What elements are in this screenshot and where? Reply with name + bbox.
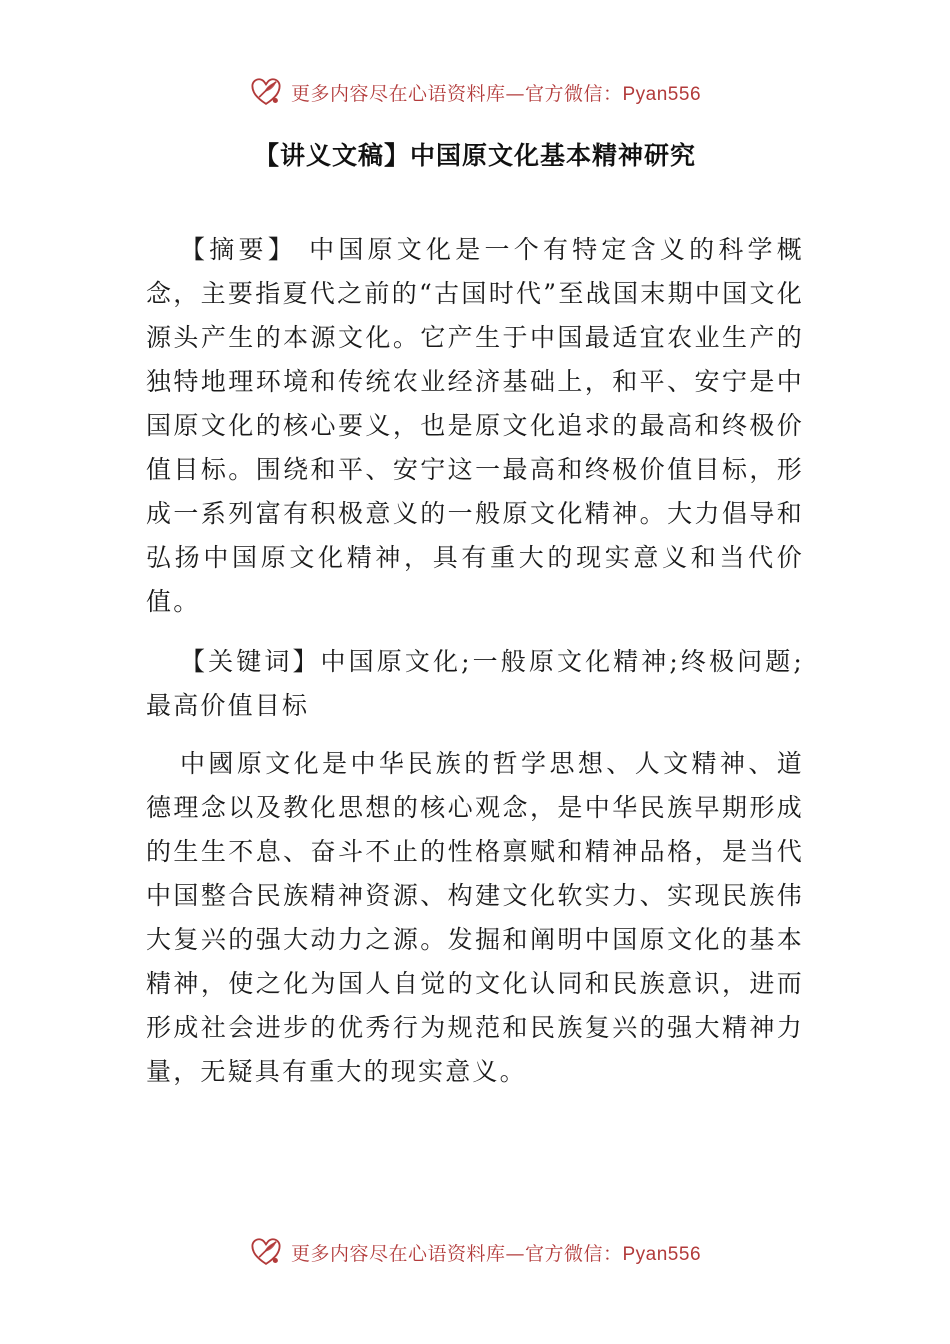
- header-banner: [0, 72, 950, 112]
- banner-wechat-label: 官方微信：: [524, 82, 623, 105]
- heart-feather-icon: [249, 1235, 283, 1269]
- banner-main-text: 更多内容尽在心语资料库—: [290, 1242, 525, 1265]
- heart-feather-icon: [249, 75, 283, 109]
- header-banner-text: [291, 79, 701, 106]
- footer-banner-content: [249, 1235, 701, 1269]
- keywords-paragraph: 【关键词】中国原文化;一般原文化精神;终极问题;最高价值目标: [146, 647, 804, 720]
- footer-banner-text: [291, 1239, 701, 1266]
- document-title: 【讲义文稿】中国原文化基本精神研究: [253, 141, 696, 170]
- header-banner-content: [249, 75, 701, 109]
- banner-wechat-label: 官方微信：: [524, 1242, 623, 1265]
- footer-banner: [0, 1232, 950, 1272]
- banner-main-text: 更多内容尽在心语资料库—: [290, 82, 525, 105]
- document-content: [146, 228, 804, 1094]
- banner-wechat-id: Pyan556: [622, 1243, 702, 1265]
- abstract-paragraph: 【摘要】 中国原文化是一个有特定含义的科学概念，主要指夏代之前的“古国时代”至战国末期中国文化源头产生的本源文化。它产生于中国最适宜农业生产的独特地理环境和传统农业经济基础上，和平、安宁是中国原文化的核心要义，也是原文化追求的最高和终极价值目标。围绕和平、安宁这一最高和终极价值目标，形成一系列富有积极意义的一般原文化精神。大力倡导和弘扬中国原文化精神，具有重大的现实意义和当代价值。: [146, 235, 804, 616]
- body-paragraph: 中國原文化是中华民族的哲学思想、人文精神、道德理念以及教化思想的核心观念，是中华民族早期形成的生生不息、奋斗不止的性格禀赋和精神品格，是当代中国整合民族精神资源、构建文化软实力、实现民族伟大复兴的强大动力之源。发掘和阐明中国原文化的基本精神，使之化为国人自觉的文化认同和民族意识，进而形成社会进步的优秀行为规范和民族复兴的强大精神力量，无疑具有重大的现实意义。: [146, 749, 804, 1086]
- banner-wechat-id: Pyan556: [622, 83, 702, 105]
